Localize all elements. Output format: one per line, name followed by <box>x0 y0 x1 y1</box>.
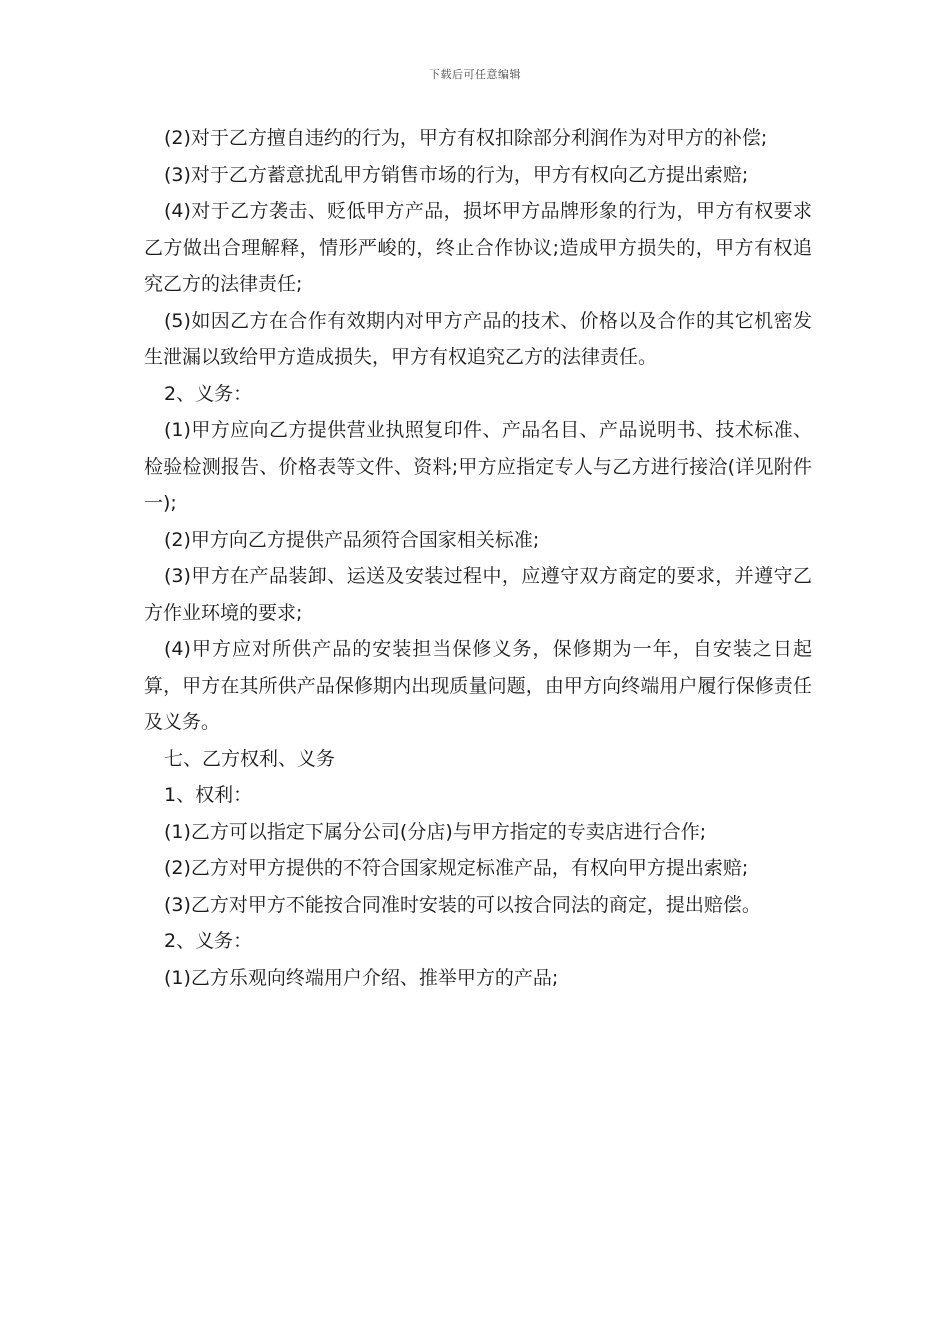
paragraph-b-right-3: (3)乙方对甲方不能按合同准时安装的可以按合同法的商定，提出赔偿。 <box>164 893 761 916</box>
paragraph-right-5: (5)如因乙方在合作有效期内对甲方产品的技术、价格以及合作的其它机密发生泄漏以致给甲方造成损失，甲方有权追究乙方的法律责任。 <box>144 309 812 368</box>
paragraph-right-4: (4)对于乙方袭击、贬低甲方产品，损坏甲方品牌形象的行为，甲方有权要求乙方做出合理解释，情形严峻的，终止合作协议;造成甲方损失的，甲方有权追究乙方的法律责任; <box>144 200 812 295</box>
section-heading-obligations-b: 2、义务： <box>164 930 253 952</box>
document-body <box>144 120 812 996</box>
section-heading-rights: 1、权利： <box>164 784 253 806</box>
paragraph-obligation-1: (1)甲方应向乙方提供营业执照复印件、产品名目、产品说明书、技术标准、检验检测报告、价格表等文件、资料;甲方应指定专人与乙方进行接洽(详见附件一); <box>144 419 812 514</box>
paragraph-obligation-2: (2)甲方向乙方提供产品须符合国家相关标准; <box>164 528 540 551</box>
paragraph-right-3: (3)对于乙方蓄意扰乱甲方销售市场的行为，甲方有权向乙方提出索赔; <box>164 163 749 186</box>
page-header-note: 下载后可任意编辑 <box>429 68 521 81</box>
paragraph-b-right-1: (1)乙方可以指定下属分公司(分店)与甲方指定的专卖店进行合作; <box>164 820 707 843</box>
section-heading-obligations-a: 2、义务： <box>164 382 253 405</box>
paragraph-right-2: (2)对于乙方擅自违约的行为，甲方有权扣除部分利润作为对甲方的补偿; <box>164 127 768 149</box>
section-heading-party-b: 七、乙方权利、义务 <box>164 747 336 770</box>
paragraph-obligation-4: (4)甲方应对所供产品的安装担当保修义务，保修期为一年，自安装之日起算，甲方在其所供产品保修期内出现质量问题，由甲方向终端用户履行保修责任及义务。 <box>144 638 812 733</box>
paragraph-b-right-2: (2)乙方对甲方提供的不符合国家规定标准产品，有权向甲方提出索赔; <box>164 857 749 879</box>
paragraph-b-obligation-1: (1)乙方乐观向终端用户介绍、推举甲方的产品; <box>164 966 559 989</box>
paragraph-obligation-3: (3)甲方在产品装卸、运送及安装过程中，应遵守双方商定的要求，并遵守乙方作业环境的要求; <box>144 565 812 624</box>
